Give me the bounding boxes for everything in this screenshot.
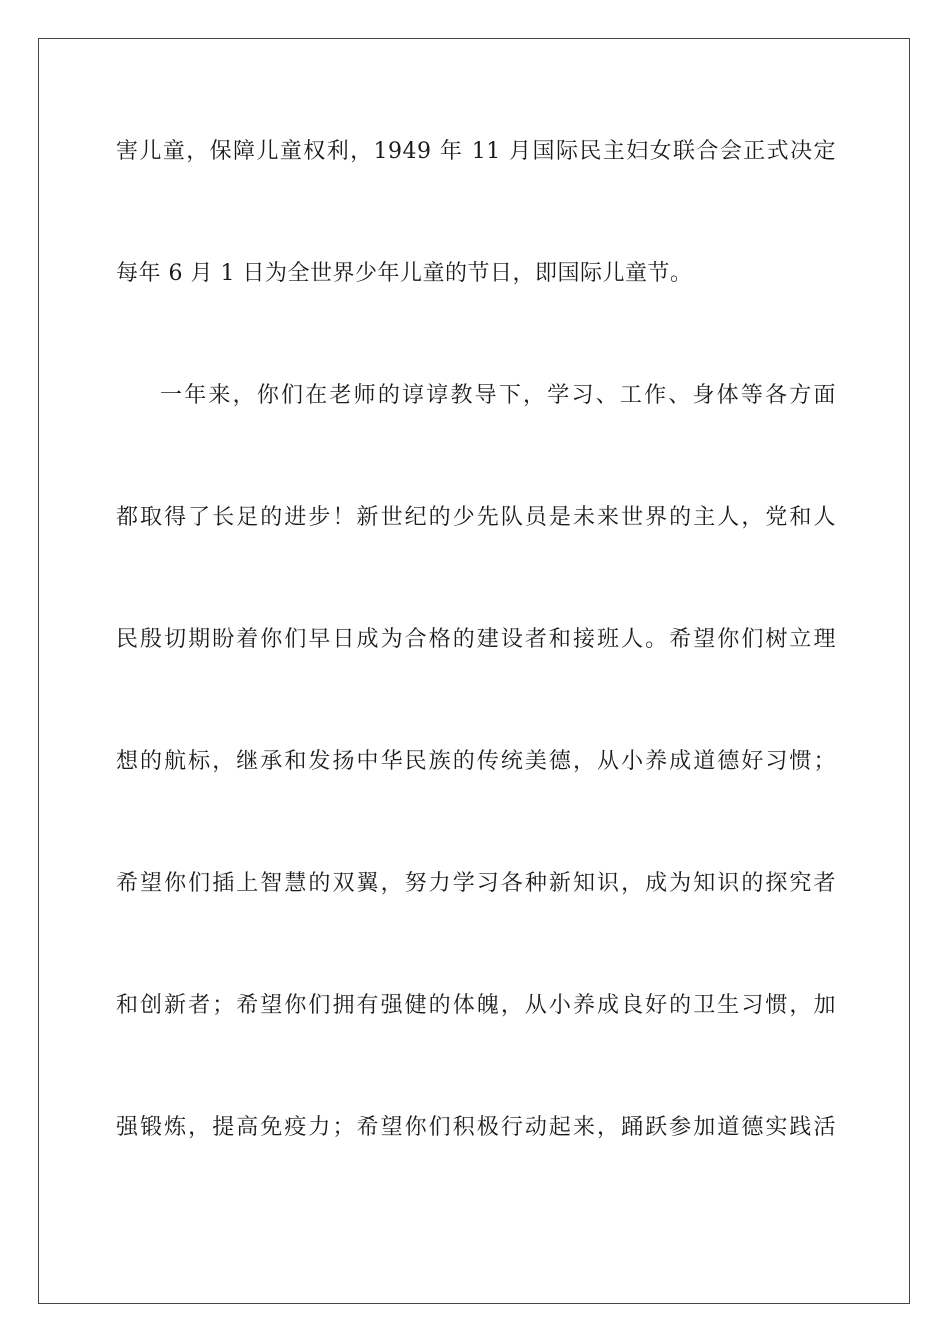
- text-line-5: 民殷切期盼着你们早日成为合格的建设者和接班人。希望你们树立理: [116, 627, 836, 652]
- text-line-1: 害儿童，保障儿童权利，1949 年 11 月国际民主妇女联合会正式决定: [116, 139, 836, 164]
- text-line-4: 都取得了长足的进步！新世纪的少先队员是未来世界的主人，党和人: [116, 505, 836, 530]
- text-line-9: 强锻炼，提高免疫力；希望你们积极行动起来，踊跃参加道德实践活: [116, 1115, 836, 1140]
- text-line-7: 希望你们插上智慧的双翼，努力学习各种新知识，成为知识的探究者: [116, 871, 836, 896]
- text-line-6: 想的航标，继承和发扬中华民族的传统美德，从小养成道德好习惯；: [116, 749, 836, 774]
- text-line-2: 每年 6 月 1 日为全世界少年儿童的节日，即国际儿童节。: [116, 261, 693, 286]
- text-line-3: 一年来，你们在老师的谆谆教导下，学习、工作、身体等各方面: [160, 383, 836, 408]
- text-line-8: 和创新者；希望你们拥有强健的体魄，从小养成良好的卫生习惯，加: [116, 993, 836, 1018]
